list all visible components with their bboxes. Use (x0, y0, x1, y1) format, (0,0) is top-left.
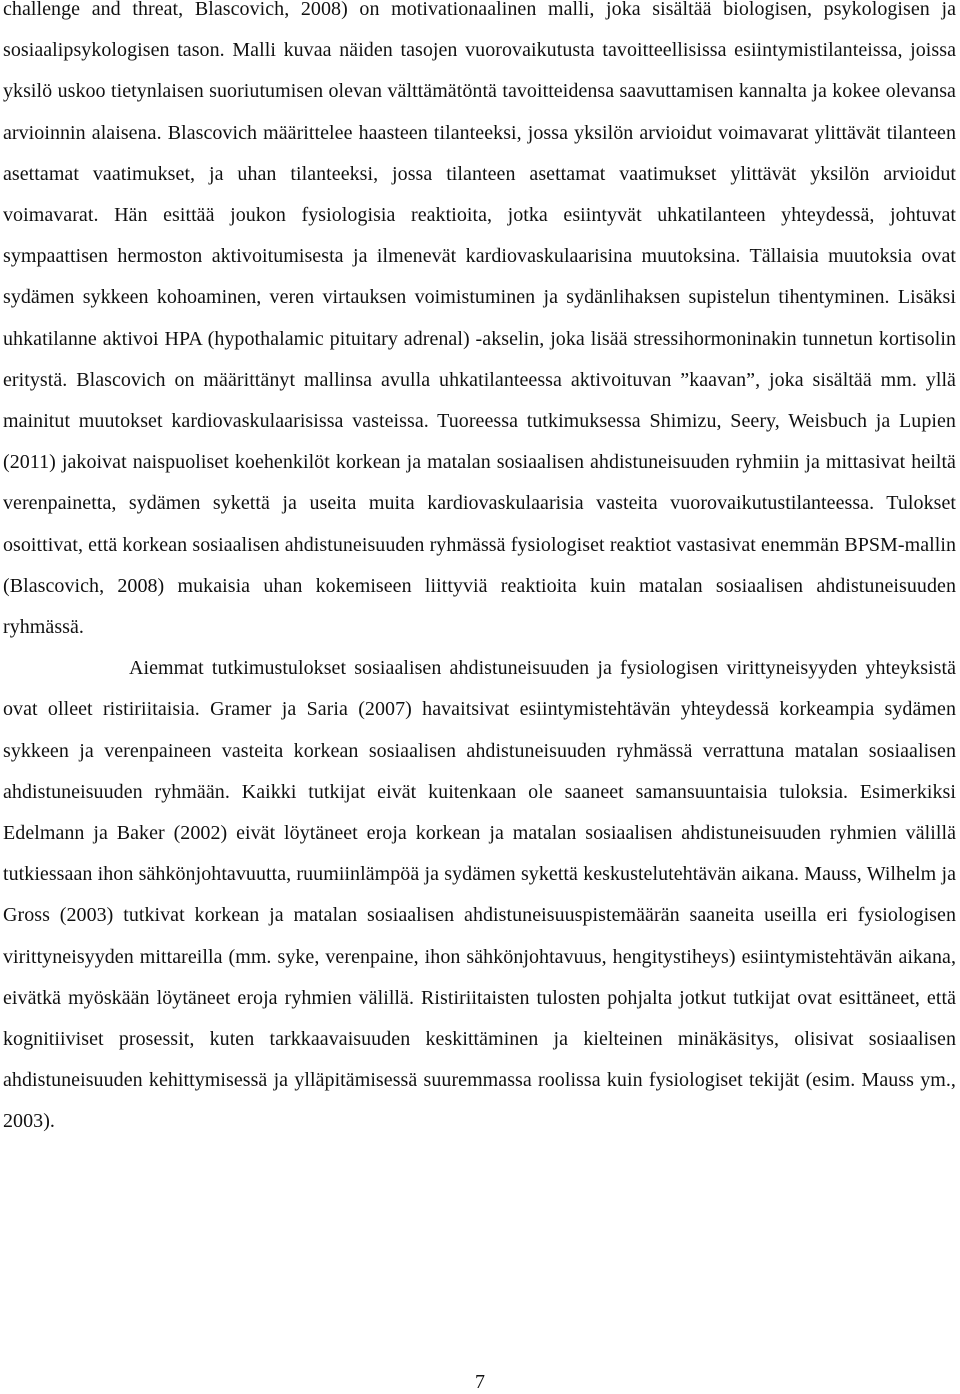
body-paragraph-1: challenge and threat, Blascovich, 2008) on motivationaalinen malli, joka sisältää biologisen, psykologisen ja sosiaalipsykologisen tason. Malli kuvaa näiden tasojen vuorovaikutusta tavoitteellisissa esiintymistilanteissa, joissa yksilö uskoo tietynlaisen suoriutumisen olevan välttämätöntä tavoitteidensa saavuttamisen kannalta ja kokee olevansa arvioinnin alaisena. Blascovich määrittelee haasteen tilanteeksi, jossa yksilön arvioidut voimavarat ylittävät tilanteen asettamat vaatimukset, ja uhan tilanteeksi, jossa tilanteen asettamat vaatimukset ylittävät yksilön arvioidut voimavarat. Hän esittää joukon fysiologisia reaktioita, jotka esiintyvät uhkatilanteen yhteydessä, johtuvat sympaattisen hermoston aktivoitumisesta ja ilmenevät kardiovaskulaarisina muutoksina. Tällaisia muutoksia ovat sydämen sykkeen kohoaminen, veren virtauksen voimistuminen ja sydänlihaksen supistelun tihentyminen. Lisäksi uhkatilanne aktivoi HPA (hypothalamic pituitary adrenal) -akselin, joka lisää stressihormoninakin tunnetun kortisolin eritystä. Blascovich on määrittänyt mallinsa avulla uhkatilanteessa aktivoituvan ”kaavan”, joka sisältää mm. yllä mainitut muutokset kardiovaskulaarisissa vasteissa. Tuoreessa tutkimuksessa Shimizu, Seery, Weisbuch ja Lupien (2011) jakoivat naispuoliset koehenkilöt korkean ja matalan sosiaalisen ahdistuneisuuden ryhmiin ja mittasivat heiltä verenpainetta, sydämen sykettä ja useita muita kardiovaskulaarisia vasteita vuorovaikutustilanteessa. Tulokset osoittivat, että korkean sosiaalisen ahdistuneisuuden ryhmässä fysiologiset reaktiot vastasivat enemmän BPSM-mallin (Blascovich, 2008) mukaisia uhan kokemiseen liittyviä reaktioita kuin matalan sosiaalisen ahdistuneisuuden ryhmässä. (3, 0, 956, 639)
page-number: 7 (475, 1371, 485, 1393)
body-paragraph-2: Aiemmat tutkimustulokset sosiaalisen ahdistuneisuuden ja fysiologisen virittyneisyyden yhteyksistä ovat olleet ristiriitaisia. Gramer ja Saria (2007) havaitsivat esiintymistehtävän yhteydessä korkeampia sydämen sykkeen ja verenpaineen vasteita korkean sosiaalisen ahdistuneisuuden ryhmässä verrattuna matalan sosiaalisen ahdistuneisuuden ryhmään. Kaikki tutkijat eivät kuitenkaan ole saaneet samansuuntaisia tuloksia. Esimerkiksi Edelmann ja Baker (2002) eivät löytäneet eroja korkean ja matalan sosiaalisen ahdistuneisuuden ryhmien välillä tutkiessaan ihon sähkönjohtavuutta, ruumiinlämpöä ja sydämen sykettä keskustelutehtävän aikana. Mauss, Wilhelm ja Gross (2003) tutkivat korkean ja matalan sosiaalisen ahdistuneisuuspistemäärän saaneita useilla eri fysiologisen virittyneisyyden mittareilla (mm. syke, verenpaine, ihon sähkönjohtavuus, hengitystiheys) esiintymistehtävän aikana, eivätkä myöskään löytäneet eroja ryhmien välillä. Ristiriitaisten tulosten pohjalta jotkut tutkijat ovat esittäneet, että kognitiiviset prosessit, kuten tarkkaavaisuuden keskittäminen ja kielteinen minäkäsitys, olisivat sosiaalisen ahdistuneisuuden kehittymisessä ja ylläpitämisessä suuremmassa roolissa kuin fysiologiset tekijät (esim. Mauss ym., 2003). (3, 657, 956, 1133)
